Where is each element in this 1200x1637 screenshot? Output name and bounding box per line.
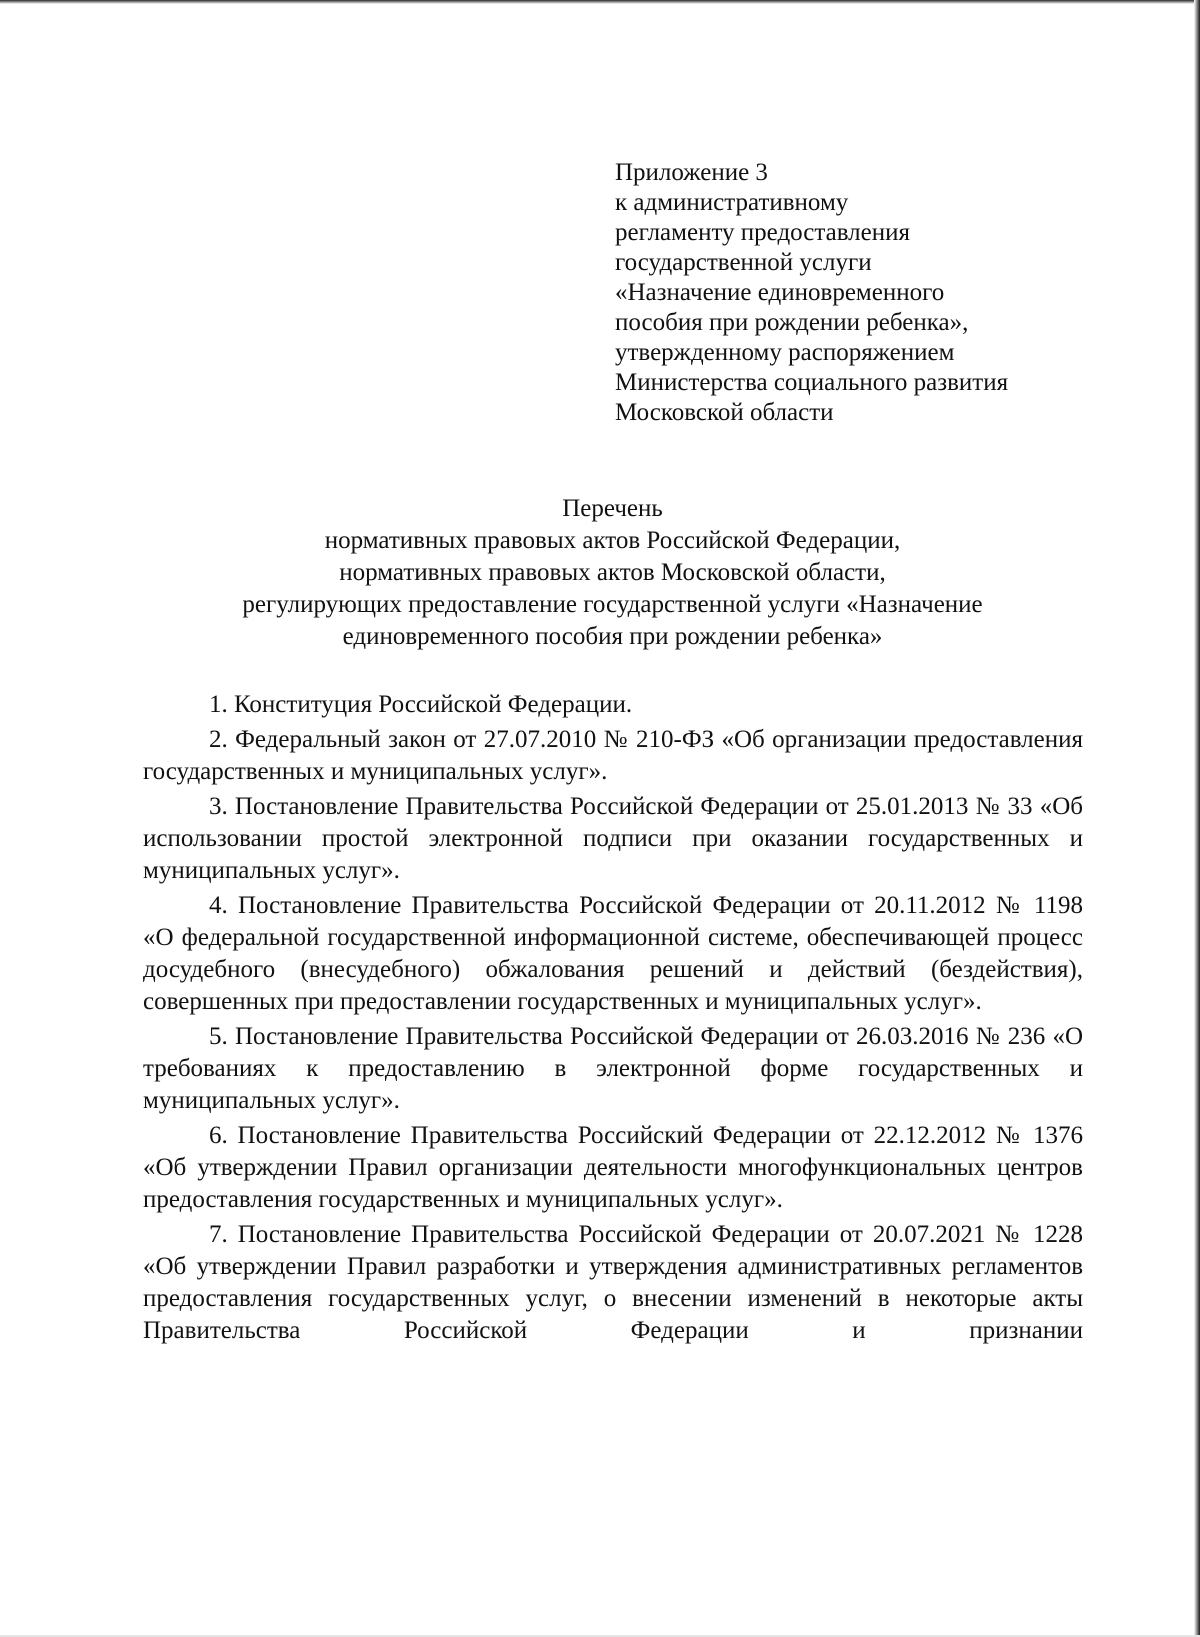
title-line: единовременного пособия при рождении ребенка» [342,623,883,650]
list-item: 2. Федеральный закон от 27.07.2010 № 210-ФЗ «Об организации предоставления государственных и муниципальных услуг». [143,726,1083,785]
scan-edge-top [0,0,1200,4]
title-line: нормативных правовых актов Московской области, [339,559,886,586]
list-item: 5. Постановление Правительства Российской Федерации от 26.03.2016 № 236 «О требованиях к предоставлению в электронной форме государственных и муниципальных услуг». [143,1023,1083,1114]
appendix-header [615,158,1135,428]
appendix-line: «Назначение единовременного [615,279,945,306]
list-item: 1. Конституция Российской Федерации. [209,691,633,718]
appendix-line: Министерства социального развития [615,369,1009,396]
title-line: нормативных правовых актов Российской Федерации, [324,527,901,554]
scan-edge-right [1194,0,1200,1637]
appendix-line: регламенту предоставления [615,219,911,246]
title-line: регулирующих предоставление государственной услуги «Назначение [242,591,983,618]
list-item: 4. Постановление Правительства Российской Федерации от 20.11.2012 № 1198 «О федеральной государственной информационной системе, обеспечивающей процесс досудебного (внесудебного) обжалования решений и действий (бездействия), совершенных при предоставлении государственных и муниципальных услуг». [143,892,1083,1015]
appendix-line: государственной услуги [615,249,872,276]
appendix-line: утвержденному распоряжением [615,339,955,366]
list-item: 6. Постановление Правительства Российский Федерации от 22.12.2012 № 1376 «Об утверждении Правил организации деятельности многофункциональных центров предоставления государственных и муниципальных услуг». [143,1122,1083,1213]
list-item: 3. Постановление Правительства Российской Федерации от 25.01.2013 № 33 «Об использовании простой электронной подписи при оказании государственных и муниципальных услуг». [143,793,1083,884]
document-title [140,493,1085,653]
document-body [143,689,1083,1350]
appendix-line: пособия при рождении ребенка», [615,309,969,336]
appendix-line: Приложение 3 [615,159,768,186]
title-line: Перечень [562,495,663,522]
appendix-line: к административному [615,189,849,216]
appendix-line: Московской области [615,399,834,426]
list-item: 7. Постановление Правительства Российской Федерации от 20.07.2021 № 1228 «Об утверждении Правил разработки и утверждения административных регламентов предоставления государственных услуг, о внесении изменений в некоторые акты Правительства Российской Федерации и признании [143,1221,1083,1344]
